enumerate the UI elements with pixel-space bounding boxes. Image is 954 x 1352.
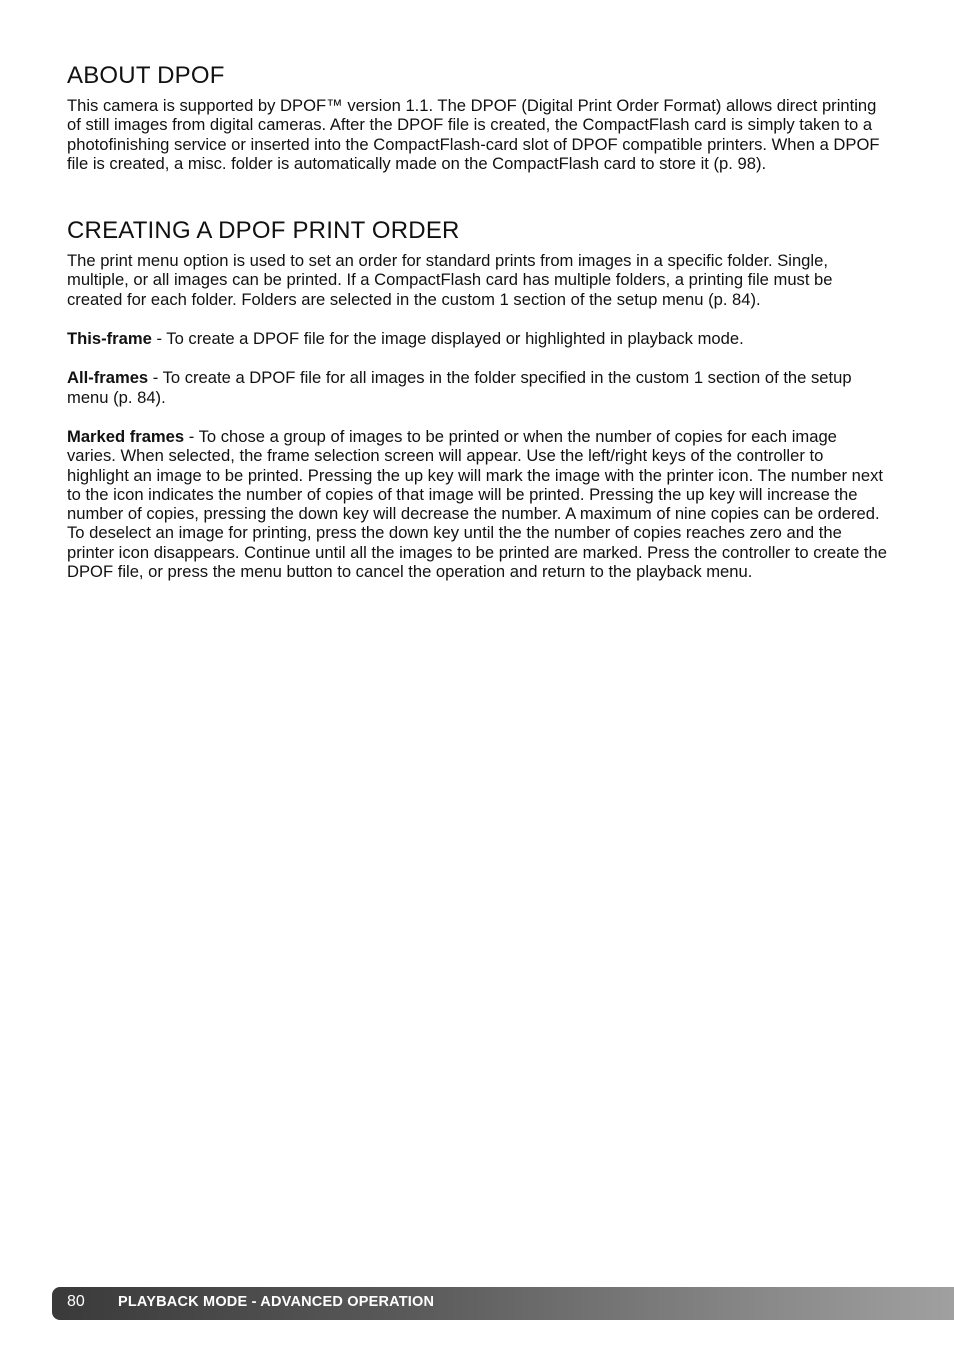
option-description: - To create a DPOF file for all images in the folder specified in the custom 1 section of the setup menu (p. 84). <box>67 368 852 407</box>
page-number: 80 <box>67 1293 85 1310</box>
creating-dpof-heading: CREATING A DPOF PRINT ORDER <box>67 217 460 245</box>
creating-dpof-intro: The print menu option is used to set an order for standard prints from images in a specific folder. Single, multiple, or all images can be printed. If a CompactFlash card has multiple folders, a printing file must be created for each folder. Folders are selected in the custom 1 section of the setup menu (p. 84). <box>67 251 833 309</box>
option-all-frames <box>67 368 889 407</box>
option-term: Marked frames <box>67 426 185 446</box>
footer-section-title: PLAYBACK MODE - ADVANCED OPERATION <box>118 1294 435 1310</box>
about-dpof-heading: ABOUT DPOF <box>67 62 225 89</box>
option-marked-frames <box>67 427 889 581</box>
option-this-frame <box>67 329 889 348</box>
page-footer-bar <box>52 1287 954 1320</box>
option-description: - To chose a group of images to be printed or when the number of copies for each image varies. When selected, the frame selection screen will appear. Use the left/right keys of the controller to highlight an image to be printed. Pressing the up key will mark the image with the printer icon. The number next to the icon indicates the number of copies of that image will be printed. Pressing the up key will increase the number of copies, pressing the down key will decrease the number. A maximum of nine copies can be ordered. To deselect an image for printing, press the down key until the the number of copies reaches zero and the printer icon disappears. Continue until all the images to be printed are marked. Press the controller to create the DPOF file, or press the menu button to cancel the operation and return to the playback menu. <box>67 426 887 582</box>
option-term: This-frame <box>67 329 152 349</box>
option-term: All-frames <box>67 368 149 388</box>
page-content <box>67 62 889 581</box>
option-description: - To create a DPOF file for the image displayed or highlighted in playback mode. <box>151 329 744 349</box>
about-dpof-paragraph: This camera is supported by DPOF™ version 1.1. The DPOF (Digital Print Order Format) allows direct printing of still images from digital cameras. After the DPOF file is created, the CompactFlash card is simply taken to a photofinishing service or inserted into the CompactFlash-card slot of DPOF compatible printers. When a DPOF file is created, a misc. folder is automatically made on the CompactFlash card to store it (p. 98). <box>67 96 880 173</box>
